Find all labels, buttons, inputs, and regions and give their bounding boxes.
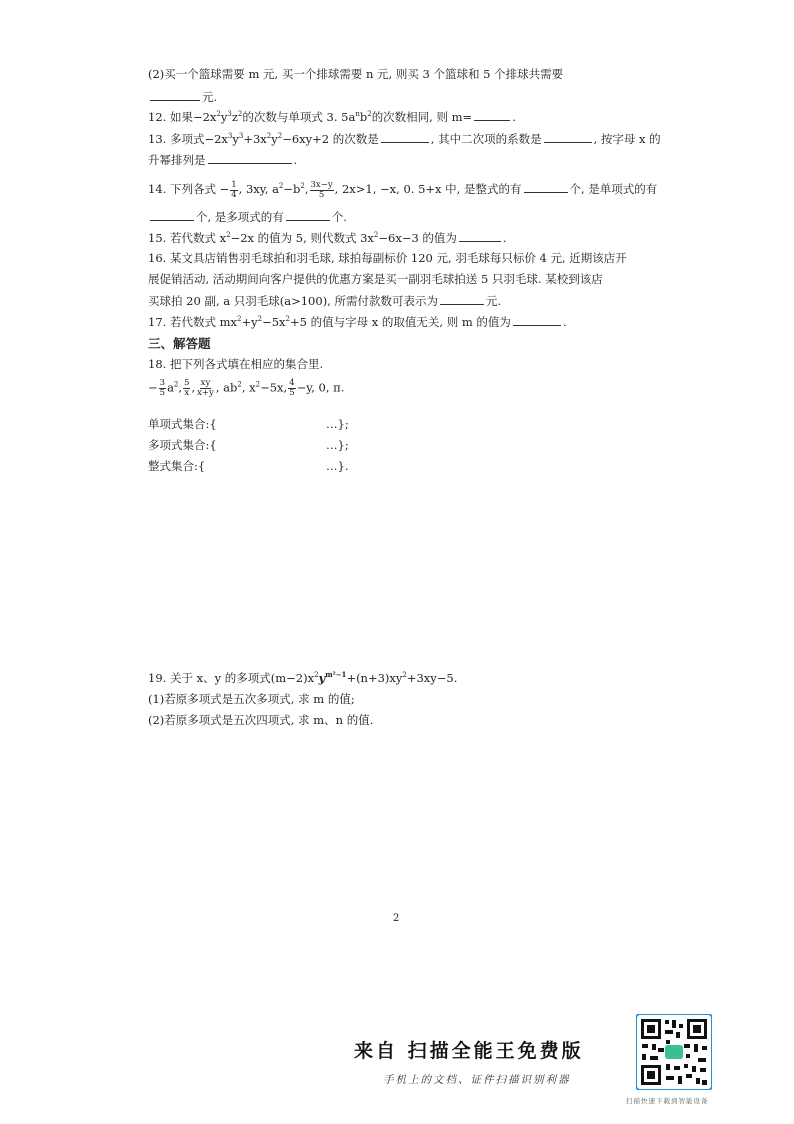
question-19-part-2: (2)若原多项式是五次四项式, 求 m、n 的值. xyxy=(148,713,374,727)
page-number: 2 xyxy=(393,913,400,924)
question-15: 15. 若代数式 $x^2-2x$ 的值为 5, 则代数式 $3x^2-6x-3$ 的值为 . xyxy=(148,231,507,245)
question-13: 13. 多项式$-2x^3y^3+3x^2y^2-6xy+2$ 的次数是 , 其中二次项的系数是 , 按字母 x 的 xyxy=(148,132,661,146)
answer-blank[interactable] xyxy=(286,208,330,221)
answer-blank[interactable] xyxy=(150,88,200,101)
integral-expression-set-line: 整式集合:{ …}. xyxy=(148,459,349,473)
question-18-title: 18. 把下列各式填在相应的集合里. xyxy=(148,357,324,371)
answer-blank[interactable] xyxy=(524,180,568,193)
question-16-line-2: 展促销活动, 活动期间向客户提供的优惠方案是买一副羽毛球拍送 5 只羽毛球. 某校到该店 xyxy=(148,272,603,286)
footer-watermark-subtitle: 手机上的文档、证件扫描识别利器 xyxy=(383,1074,571,1086)
fraction: $\frac{3x-y}{5}$ xyxy=(310,179,333,200)
question-11-part-2: (2)买一个篮球需要 m 元, 买一个排球需要 n 元, 则买 3 个篮球和 5 个排球共需要 xyxy=(148,67,564,81)
fraction: $\frac{1}{4}$ xyxy=(231,179,237,200)
answer-blank[interactable] xyxy=(381,130,429,143)
footer-watermark-title: 来自 扫描全能王免费版 xyxy=(354,1040,584,1062)
question-11-part-2-blank-line: 元. xyxy=(148,88,217,105)
fraction: $\frac{5}{x}$ xyxy=(184,378,190,398)
question-14-line-2: 个, 是多项式的有 个. xyxy=(148,208,347,225)
answer-blank[interactable] xyxy=(513,313,561,326)
monomial-set-line: 单项式集合:{ …}; xyxy=(148,417,349,431)
fraction: $\frac{4}{5}$ xyxy=(289,378,295,398)
answer-blank[interactable] xyxy=(474,108,510,121)
answer-blank[interactable] xyxy=(459,229,501,242)
answer-blank[interactable] xyxy=(150,208,194,221)
question-14: 14. 下列各式 − $\frac{1}{4}$ , 3xy, $a^2-b^2$, $\frac{3x-y}{5}$ , 2x>1, −x, 0. 5+x 中, 是整式的有 个, 是单项式的有 xyxy=(148,179,658,200)
fraction: $\frac{xy}{x+y}$ xyxy=(197,378,214,398)
section-heading: 三、解答题 xyxy=(148,336,211,351)
question-17: 17. 若代数式 $mx^2+y^2-5x^2+5$ 的值与字母 x 的取值无关, 则 m 的值为 . xyxy=(148,315,567,329)
answer-blank[interactable] xyxy=(208,151,292,164)
qr-caption: 扫描快速下载到智能设备 xyxy=(626,1097,709,1105)
answer-blank[interactable] xyxy=(544,130,592,143)
question-16: 16. 某文具店销售羽毛球拍和羽毛球, 球拍每副标价 120 元, 羽毛球每只标价 4 元, 近期该店开 xyxy=(148,251,627,265)
fraction: $\frac{3}{5}$ xyxy=(159,378,166,398)
polynomial-set-line: 多项式集合:{ …}; xyxy=(148,438,349,452)
question-19-part-1: (1)若原多项式是五次多项式, 求 m 的值; xyxy=(148,692,355,706)
question-18-expressions: − $\frac{3}{5}$ $a^2$, $\frac{5}{x}$ , $\frac{xy}{x+y}$ , $ab^2$, $x^2-5x$, $\frac{4}{5}$ −y, 0, π. xyxy=(148,378,345,398)
answer-blank[interactable] xyxy=(440,292,484,305)
question-13-line-2: 升幂排列是 . xyxy=(148,153,298,167)
question-12: 12. 如果$-2x^2y^3z^2$的次数与单项式 3. $5a^nb^2$的次数相同, 则 m= . xyxy=(148,110,516,124)
qr-code-icon[interactable] xyxy=(636,1014,712,1090)
question-19: 19. 关于 x、y 的多项式$(m-2)x^2y^{m^2-1}+(n+3)xy^2+3xy-5$. xyxy=(148,670,458,685)
question-16-line-3: 买球拍 20 副, a 只羽毛球(a>100), 所需付款数可表示为 元. xyxy=(148,294,502,308)
